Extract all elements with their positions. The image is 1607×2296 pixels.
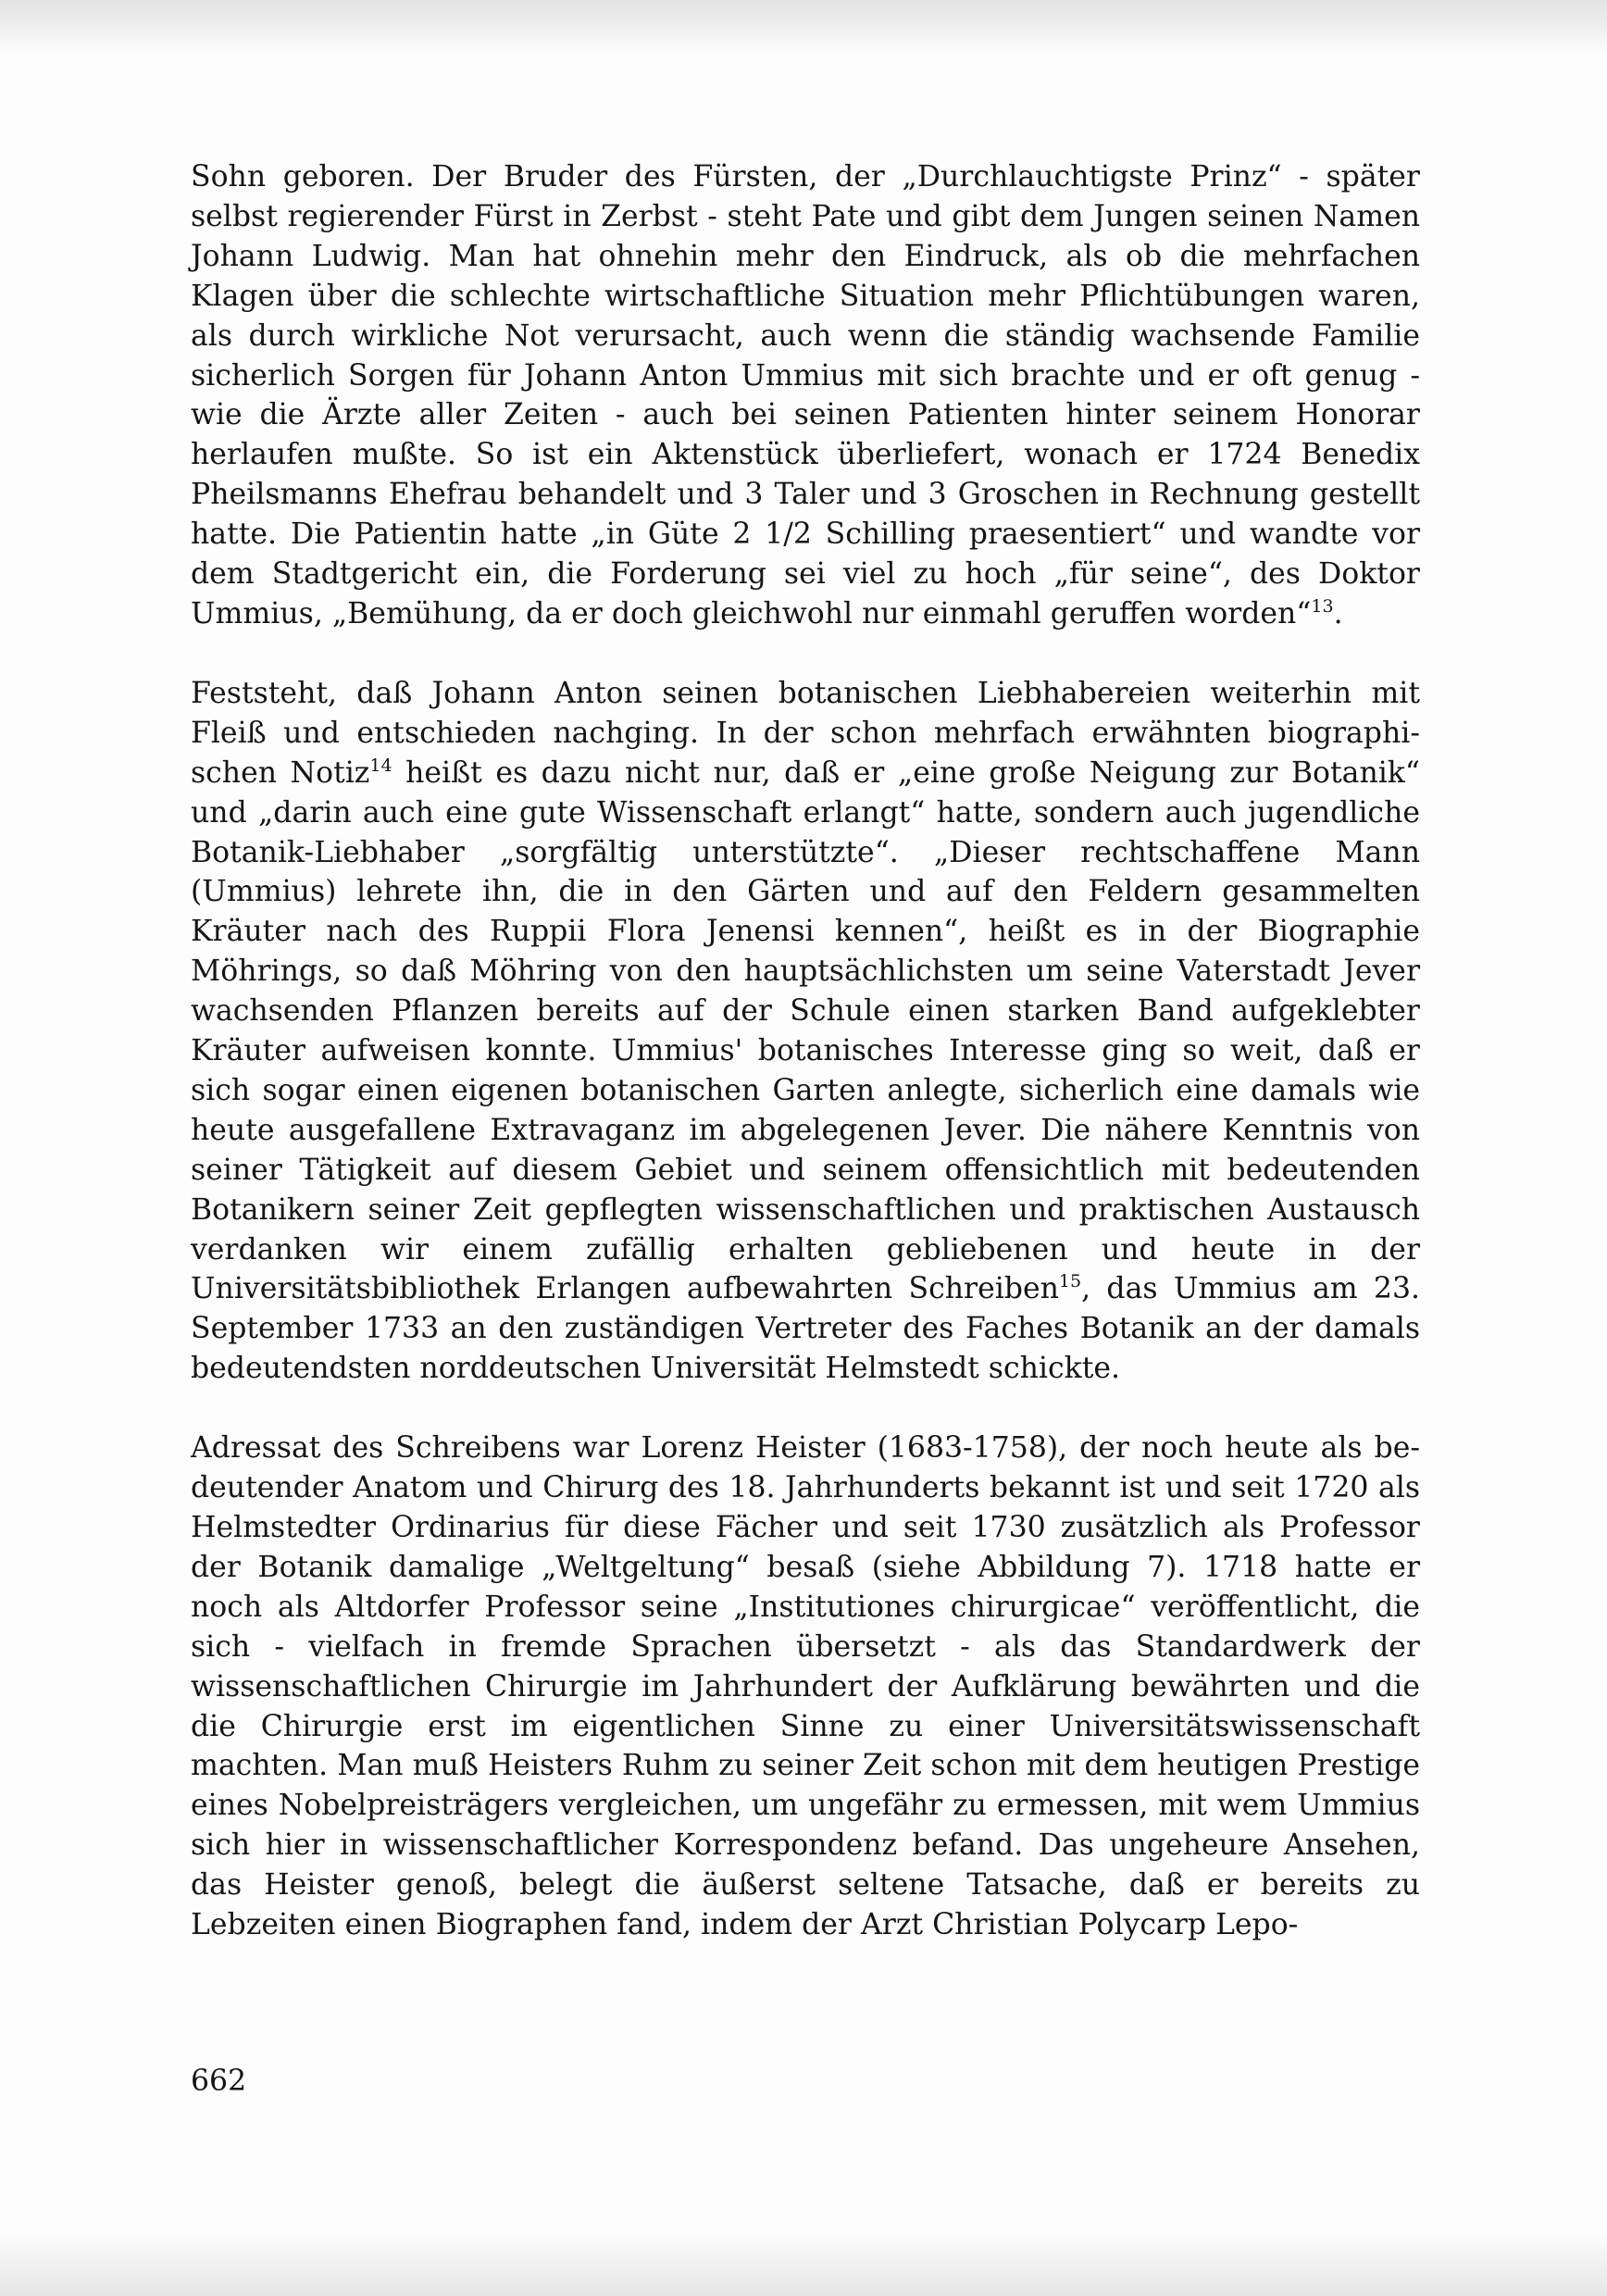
footnote-ref-13: 13	[1311, 595, 1334, 617]
body-text	[191, 157, 1420, 1945]
page-number: 662	[191, 2065, 247, 2098]
scan-top-shadow	[0, 0, 1607, 56]
paragraph-1-text: Sohn geboren. Der Bruder des Fürsten, der „Durchlauchtigste Prinz“ - später selbst regierender Fürst in Zerbst - steht Pate und gibt dem Jungen seinen Namen Johann Ludwig. Man hat ohnehin mehr den Eindruck, als ob die mehrfachen Klagen über die schlechte wirtschaftliche Situation mehr Pflichtübungen waren, als durch wirkliche Not verursacht, auch wenn die ständig wachsende Familie sicherlich Sorgen für Johann Anton Ummius mit sich brachte und er oft genug - wie die Ärzte aller Zeiten - auch bei seinen Patienten hinter seinem Honorar herlaufen mußte. So ist ein Aktenstück überliefert, wonach er 1724 Benedix Pheilsmanns Ehefrau behandelt und 3 Taler und 3 Groschen in Rechnung gestellt hatte. Die Patientin hatte „in Güte 2 1/2 Schilling praesentiert“ und wandte vor dem Stadtgericht ein, die Forderung sei viel zu hoch „für seine“, des Doktor Ummius, „Bemühung, da er doch gleichwohl nur einmahl geruffen worden“	[191, 160, 1420, 630]
paragraph-3-text: Adressat des Schreibens war Lorenz Heister (1683-1758), der noch heute als bedeutender Anatom und Chirurg des 18. Jahrhunderts bekannt ist und seit 1720 als Helmstedter Ordinarius für diese Fächer und seit 1730 zusätzlich als Professor der Botanik damalige „Weltgeltung“ besaß (siehe Abbildung 7). 1718 hatte er noch als Altdorfer Professor seine „Institutiones chirurgicae“ veröffentlicht, die sich - vielfach in fremde Sprachen übersetzt - als das Standardwerk der wissenschaftlichen Chirurgie im Jahrhundert der Aufklärung bewährten und die die Chirurgie erst im eigentlichen Sinne zu einer Universitätswissenschaft machten. Man muß Heisters Ruhm zu seiner Zeit schon mit dem heutigen Prestige eines Nobelpreisträgers vergleichen, um ungefähr zu ermessen, mit wem Ummius sich hier in wissenschaftlicher Korrespondenz befand. Das ungeheure Ansehen, das Heister genoß, belegt die äußerst seltene Tatsache, daß er bereits zu Lebzeiten einen Biographen fand, indem der Arzt Christian Polycarp Lepo-	[191, 1431, 1420, 1942]
footnote-ref-15: 15	[1058, 1271, 1082, 1292]
paragraph-2-text-c: , das Ummius am 23. September 1733 an den zuständigen Vertreter des Faches Botanik an der damals bedeutendsten norddeutschen Universität Helmstedt schickte.	[191, 1272, 1421, 1386]
paragraph-2-text-a: Feststeht, daß Johann Anton seinen botanischen Liebhabereien weiterhin mit Fleiß und entschieden nachging. In der schon mehrfach erwähnten biographischen Notiz	[191, 676, 1420, 790]
paragraph-1	[191, 157, 1420, 634]
paragraph-2-text-b: heißt es dazu nicht nur, daß er „eine große Neigung zur Botanik“ und „darin auch eine gute Wissenschaft erlangt“ hatte, sondern auch jugendliche Botanik-Liebhaber „sorgfältig unterstützte“. „Dieser rechtschaffene Mann (Ummius) lehrete ihn, die in den Gärten und auf den Feldern gesammelten Kräuter nach des Ruppii Flora Jenensi kennen“, heißt es in der Biographie Möhrings, so daß Möhring von den hauptsächlichsten um seine Vaterstadt Jever wachsenden Pflanzen bereits auf der Schule einen starken Band aufgeklebter Kräuter aufweisen konnte. Ummius' botanisches Interesse ging so weit, daß er sich sogar einen eigenen botanischen Garten anlegte, sicherlich eine damals wie heute ausgefallene Extravaganz im abgelegenen Jever. Die nähere Kenntnis von seiner Tätigkeit auf diesem Gebiet und seinem offensichtlich mit bedeutenden Botanikern seiner Zeit gepflegten wissenschaftlichen und praktischen Austausch verdanken wir einem zufällig erhalten gebliebenen und heute in der Universitätsbibliothek Erlangen aufbewahrten Schreiben	[191, 755, 1420, 1306]
footnote-ref-14: 14	[369, 755, 392, 776]
scan-bottom-shadow	[0, 2231, 1607, 2296]
paragraph-3	[191, 1429, 1420, 1945]
paragraph-2	[191, 674, 1420, 1389]
paragraph-1-end: .	[1333, 596, 1343, 630]
